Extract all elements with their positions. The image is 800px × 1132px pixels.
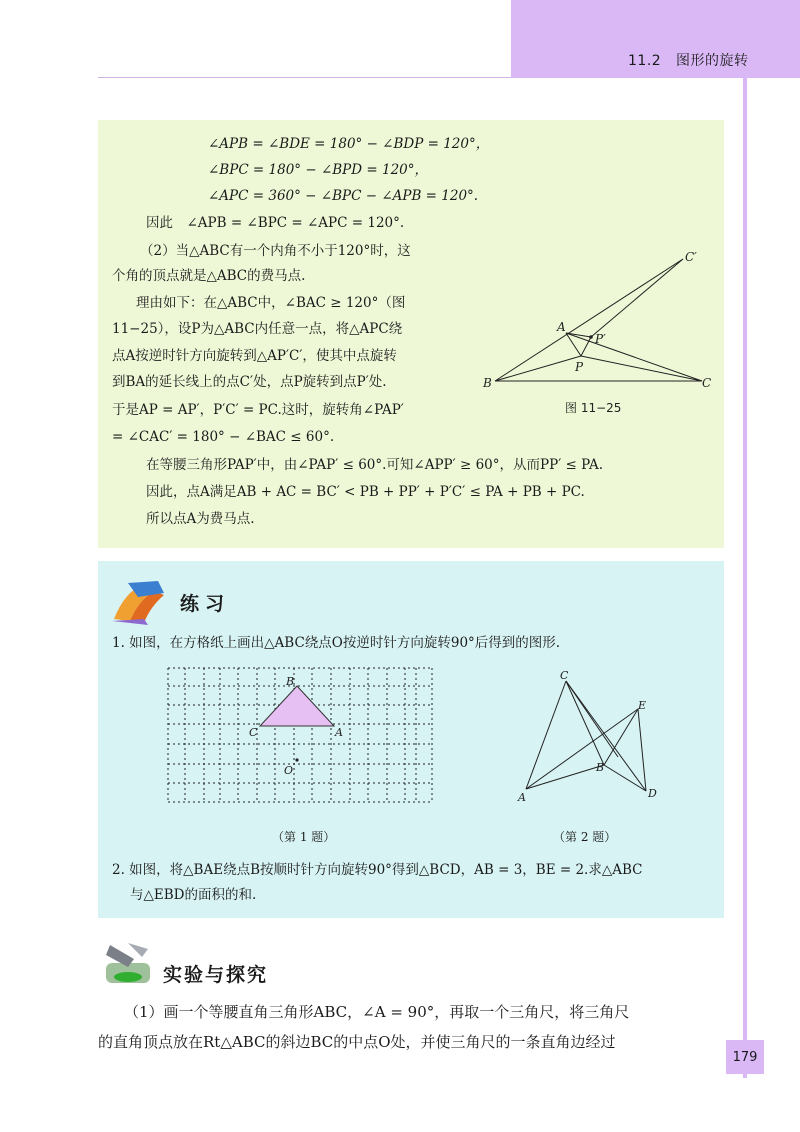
label-P: P <box>575 360 584 374</box>
section-number: 11.2 <box>628 53 662 69</box>
figure-q1-caption: （第 1 题） <box>272 830 336 844</box>
header-rule <box>98 77 511 78</box>
running-header <box>628 50 749 70</box>
proof-line-10: 到BA的延长线上的点C′处，点P旋转到点P′处. <box>112 374 387 390</box>
label-B: B <box>483 376 492 390</box>
line-A-P <box>566 333 581 356</box>
proof-line-9: 点A按逆时针方向旋转到△AP′C′，使其中点旋转 <box>112 348 397 364</box>
label-C: C <box>560 669 569 682</box>
line-A-Pprime <box>566 333 591 337</box>
proof-line-8: 11−25），设P为△ABC内任意一点，将△APC绕 <box>112 321 403 337</box>
page-number: 179 <box>732 1050 758 1065</box>
proof-line-1: ∠APB = ∠BDE = 180° − ∠BDP = 120°， <box>208 136 490 152</box>
exercise-title: 练习 <box>180 593 231 615</box>
proof-line-12: = ∠CAC′ = 180° − ∠BAC ≤ 60°. <box>112 429 335 445</box>
line-A-E <box>526 709 638 789</box>
section-title: 图形的旋转 <box>676 53 749 69</box>
label-C: C <box>249 726 258 739</box>
line-A-B <box>526 765 604 789</box>
label-A: A <box>557 320 566 334</box>
point-O <box>295 758 298 761</box>
experiment-title: 实验与探究 <box>163 964 269 986</box>
line-E-D <box>638 709 646 791</box>
proof-line-11: 于是AP = AP′，P′C′ = PC.这时，旋转角∠PAP′ <box>112 402 404 418</box>
label-C: C <box>702 376 712 390</box>
label-A: A <box>518 791 526 804</box>
proof-line-7: 理由如下：在△ABC中，∠BAC ≥ 120°（图 <box>136 295 406 311</box>
figure-q2 <box>510 665 670 810</box>
label-D: D <box>648 787 657 800</box>
experiment-line-2: 的直角顶点放在Rt△ABC的斜边BC的中点O处，并使三角尺的一条直角边经过 <box>98 1033 616 1051</box>
proof-line-3: ∠APC = 360° − ∠BPC − ∠APB = 120°. <box>208 188 479 204</box>
line-B-Cprime <box>495 259 683 381</box>
label-B: B <box>596 761 605 774</box>
proof-line-6: 个角的顶点就是△ABC的费马点. <box>112 268 306 284</box>
proof-line-13: 在等腰三角形PAP′中，由∠PAP′ ≤ 60°.可知∠APP′ ≥ 60°，从而PP′ ≤ PA. <box>146 457 604 473</box>
point-Pprime <box>589 335 593 339</box>
figure-caption: 图 11−25 <box>565 401 622 415</box>
label-E: E <box>638 699 647 712</box>
question-1: 1. 如图，在方格纸上画出△ABC绕点O按逆时针方向旋转90°后得到的图形. <box>112 635 561 651</box>
experiment-icon <box>98 937 156 989</box>
line-B-P <box>495 356 581 381</box>
exercise-icon <box>108 575 170 627</box>
label-A: A <box>335 726 343 739</box>
line-B-D <box>604 765 646 791</box>
side-rule <box>743 78 747 1078</box>
line-C-A <box>526 681 566 789</box>
line-C-aux <box>566 681 618 757</box>
experiment-line-1: （1）画一个等腰直角三角形ABC，∠A = 90°，再取一个三角尺，将三角尺 <box>124 1003 630 1021</box>
line-C-B <box>566 681 604 765</box>
question-2-line-1: 2. 如图，将△BAE绕点B按顺时针方向旋转90°得到△BCD，AB = 3，BE = 2.求△ABC <box>112 862 643 878</box>
figure-q1-grid <box>160 660 440 820</box>
triangle-ABC <box>260 686 334 726</box>
label-B: B <box>286 675 295 688</box>
figure-11-25 <box>480 245 720 420</box>
proof-line-14: 因此，点A满足AB + AC = BC′ < PB + PP′ + P′C′ ≤ PA + PB + PC. <box>146 484 585 500</box>
proof-line-15: 所以点A为费马点. <box>146 511 255 527</box>
label-Pprime: P′ <box>595 332 606 346</box>
question-2-line-2: 与△EBD的面积的和. <box>130 887 257 903</box>
label-Cprime: C′ <box>685 250 697 264</box>
line-Pprime-Cprime <box>591 259 683 337</box>
proof-line-5: （2）当△ABC有一个内角不小于120°时，这 <box>140 243 411 259</box>
figure-q2-caption: （第 2 题） <box>553 830 617 844</box>
line-C-D <box>566 681 646 791</box>
label-O: O <box>284 764 294 777</box>
proof-line-2: ∠BPC = 180° − ∠BPD = 120°， <box>208 162 429 178</box>
proof-line-4: 因此 ∠APB = ∠BPC = ∠APC = 120°. <box>146 215 405 231</box>
